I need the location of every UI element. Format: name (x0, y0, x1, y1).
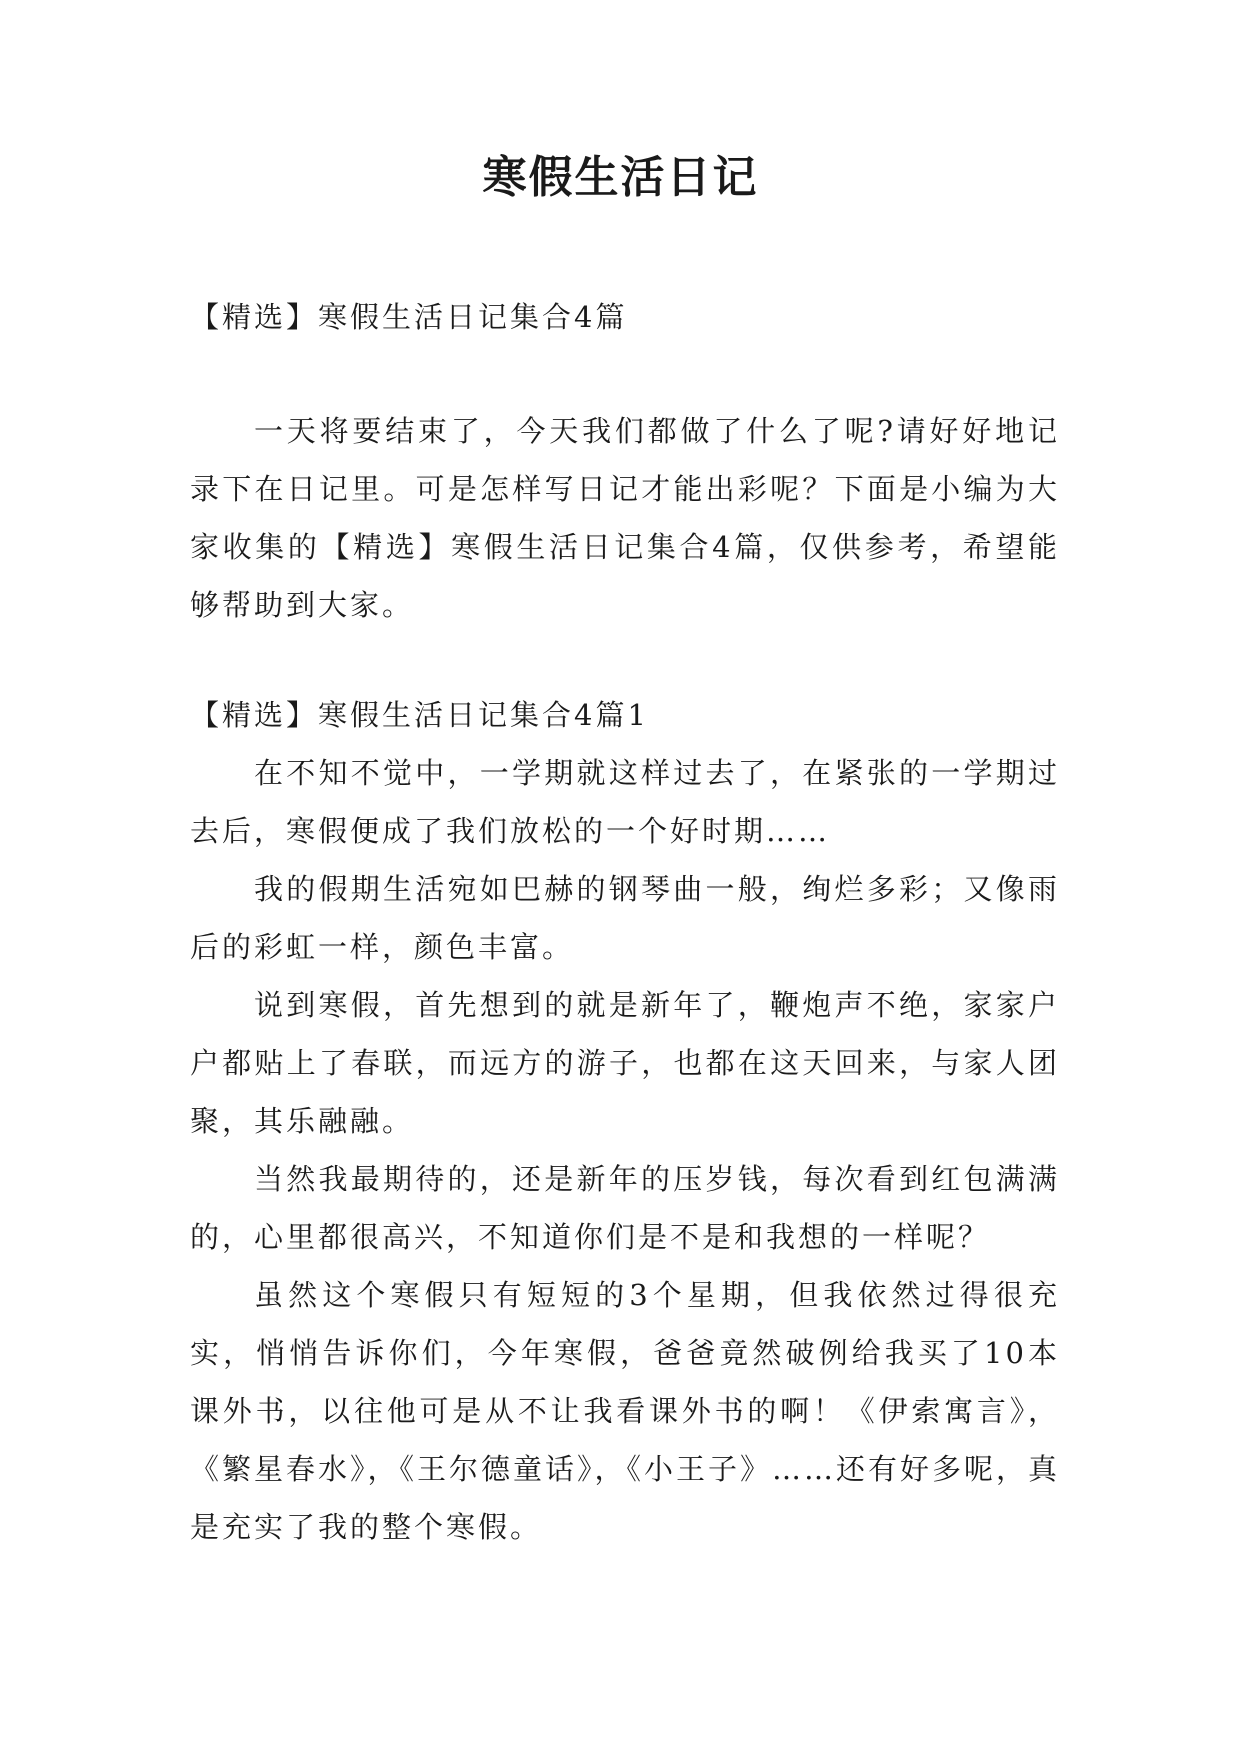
section-1-paragraph-2: 我的假期生活宛如巴赫的钢琴曲一般，绚烂多彩；又像雨后的彩虹一样，颜色丰富。 (190, 872, 1060, 964)
section-1-heading: 【精选】寒假生活日记集合4篇1 (190, 698, 649, 732)
intro-block (190, 402, 1060, 634)
section-1-paragraph-4: 当然我最期待的，还是新年的压岁钱，每次看到红包满满的，心里都很高兴，不知道你们是不是和我想的一样呢？ (190, 1162, 1060, 1254)
section-1-paragraph-3: 说到寒假，首先想到的就是新年了，鞭炮声不绝，家家户户都贴上了春联，而远方的游子，也都在这天回来，与家人团聚，其乐融融。 (190, 988, 1060, 1138)
document-subtitle: 【精选】寒假生活日记集合4篇 (190, 300, 628, 334)
section-1-paragraph-5: 虽然这个寒假只有短短的3个星期，但我依然过得很充实，悄悄告诉你们，今年寒假，爸爸竟然破例给我买了10本课外书，以往他可是从不让我看课外书的啊！《伊索寓言》，《繁星春水》，《王尔德童话》，《小王子》……还有好多呢，真是充实了我的整个寒假。 (190, 1278, 1061, 1544)
section-1-paragraph-1: 在不知不觉中，一学期就这样过去了，在紧张的一学期过去后，寒假便成了我们放松的一个好时期…… (190, 756, 1060, 848)
section-1 (190, 686, 1060, 1556)
intro-paragraph: 一天将要结束了，今天我们都做了什么了呢?请好好地记录下在日记里。可是怎样写日记才能出彩呢？下面是小编为大家收集的【精选】寒假生活日记集合4篇，仅供参考，希望能够帮助到大家。 (190, 414, 1060, 622)
document-title: 寒假生活日记 (482, 152, 759, 203)
